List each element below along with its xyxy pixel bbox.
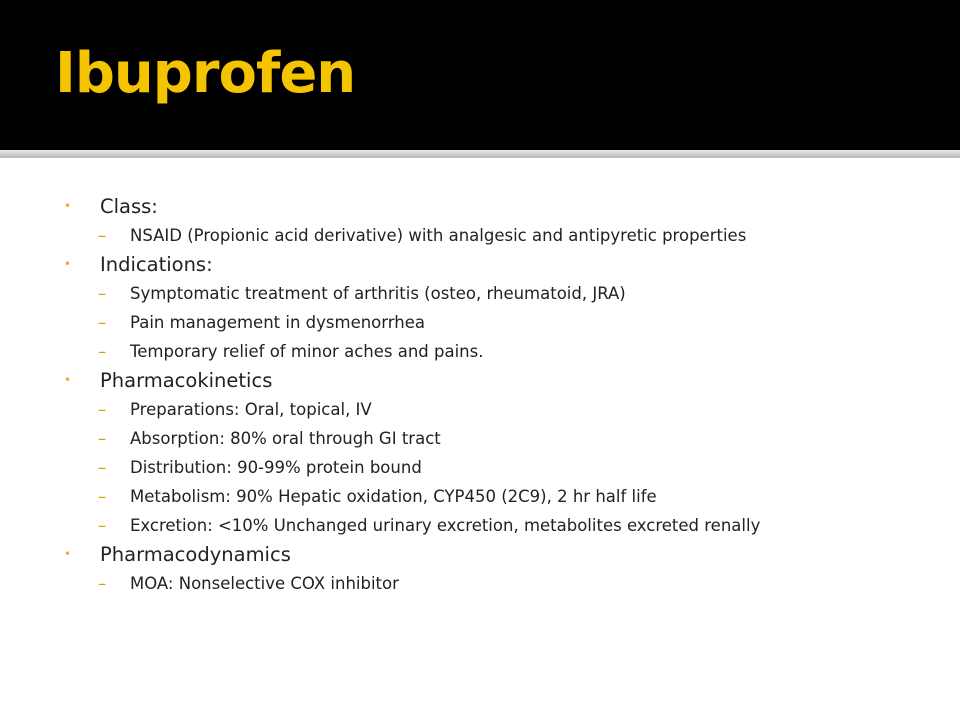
section-heading-class (64, 192, 944, 221)
sub-item-text: Pain management in dysmenorrhea (130, 313, 425, 332)
section-heading-pharmacodynamics (64, 540, 944, 569)
dash-icon: – (98, 516, 107, 535)
title-divider (0, 150, 960, 158)
bullet-icon: • (64, 373, 72, 387)
sub-item-text: Preparations: Oral, topical, IV (130, 400, 372, 419)
sub-item (64, 337, 944, 366)
bullet-icon: • (64, 547, 72, 561)
sub-item (64, 569, 944, 598)
dash-icon: – (98, 487, 107, 506)
sub-item (64, 511, 944, 540)
section-heading-indications (64, 250, 944, 279)
sub-item-text: Excretion: <10% Unchanged urinary excretion, metabolites excreted renally (130, 516, 761, 535)
sub-item-text: Absorption: 80% oral through GI tract (130, 429, 441, 448)
section-heading-label: Class: (100, 195, 158, 218)
sub-item (64, 308, 944, 337)
dash-icon: – (98, 458, 107, 477)
sub-item-text: MOA: Nonselective COX inhibitor (130, 574, 399, 593)
sub-item-text: Distribution: 90-99% protein bound (130, 458, 422, 477)
title-bar (0, 0, 960, 150)
dash-icon: – (98, 429, 107, 448)
section-heading-label: Indications: (100, 253, 213, 276)
dash-icon: – (98, 400, 107, 419)
section-heading-label: Pharmacokinetics (100, 369, 273, 392)
sub-item (64, 453, 944, 482)
section-heading-pharmacokinetics (64, 366, 944, 395)
dash-icon: – (98, 574, 107, 593)
sub-item (64, 482, 944, 511)
sub-item-text: Metabolism: 90% Hepatic oxidation, CYP450 (2C9), 2 hr half life (130, 487, 657, 506)
dash-icon: – (98, 342, 107, 361)
slide-title: Ibuprofen (55, 41, 356, 106)
sub-item-text: Temporary relief of minor aches and pains. (130, 342, 484, 361)
sub-item (64, 424, 944, 453)
sub-item (64, 221, 944, 250)
bullet-icon: • (64, 199, 72, 213)
dash-icon: – (98, 284, 107, 303)
dash-icon: – (98, 226, 107, 245)
dash-icon: – (98, 313, 107, 332)
bullet-list (64, 192, 944, 598)
sub-item-text: Symptomatic treatment of arthritis (osteo, rheumatoid, JRA) (130, 284, 626, 303)
sub-item (64, 279, 944, 308)
sub-item-text: NSAID (Propionic acid derivative) with analgesic and antipyretic properties (130, 226, 747, 245)
section-heading-label: Pharmacodynamics (100, 543, 291, 566)
sub-item (64, 395, 944, 424)
bullet-icon: • (64, 257, 72, 271)
